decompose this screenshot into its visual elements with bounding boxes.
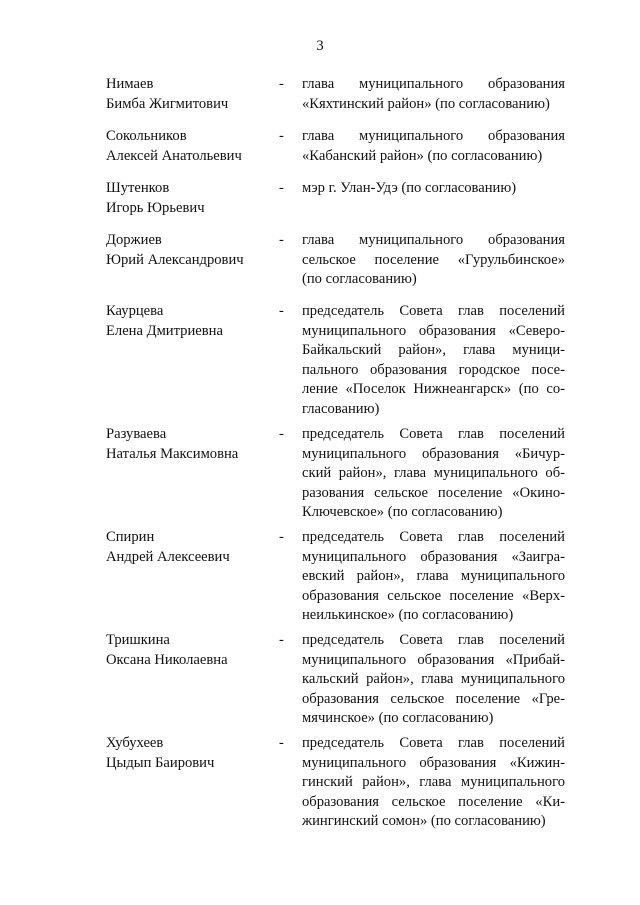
position-line: образования сельское поселение «Верх- [302, 587, 565, 604]
position-line: жингинский сомон» (по согласованию) [302, 813, 546, 830]
member-name [106, 734, 276, 773]
position-line: кальский район», глава муниципального [302, 671, 565, 688]
position-line: образования сельское поселение «Ки- [302, 793, 565, 810]
member-name [106, 127, 276, 166]
member-given-name: Наталья Максимовна [106, 445, 239, 462]
position-line: «Кабанский район» (по согласованию) [302, 147, 543, 164]
member-given-name: Елена Дмитриевна [106, 322, 223, 339]
member-surname: Нимаев [106, 76, 154, 92]
position-line: мячинское» (по согласованию) [302, 710, 494, 727]
member-name [106, 528, 276, 567]
member-entry [0, 231, 640, 290]
member-surname: Тришкина [106, 632, 170, 648]
member-position [302, 425, 565, 523]
position-line: пального образования городское посе- [302, 361, 565, 378]
member-given-name: Юрий Александрович [106, 251, 244, 268]
position-line: (по согласованию) [302, 271, 417, 288]
member-position [302, 528, 565, 626]
member-entry [0, 734, 640, 832]
position-line: гинский район», глава муниципального [302, 774, 565, 791]
position-line: гласованию) [302, 400, 380, 417]
member-name [106, 631, 276, 670]
position-line: «Кяхтинский район» (по согласованию) [302, 95, 550, 112]
separator-dash: - [279, 735, 284, 751]
position-line: председатель Совета глав поселений [302, 632, 565, 648]
separator-dash: - [279, 529, 284, 545]
position-line: муниципального образования «Заигра- [302, 548, 565, 565]
position-line: ление «Поселок Нижнеангарск» (по со- [302, 381, 565, 398]
member-name [106, 75, 276, 114]
position-line: Ключевское» (по согласованию) [302, 504, 503, 521]
member-entry [0, 631, 640, 729]
separator-dash: - [279, 303, 284, 319]
position-line: муниципального образования «Бичур- [302, 445, 565, 462]
separator-dash: - [279, 180, 284, 196]
member-surname: Сокольников [106, 128, 187, 144]
separator-dash: - [279, 76, 284, 92]
page-number: 3 [316, 38, 324, 54]
separator-dash: - [279, 128, 284, 144]
member-name [106, 302, 276, 341]
position-line: образования сельское поселение «Гре- [302, 690, 565, 707]
position-line: председатель Совета глав поселений [302, 303, 565, 319]
member-position [302, 734, 565, 832]
member-entry [0, 425, 640, 523]
position-line: разования сельское поселение «Окино- [302, 484, 565, 501]
member-position [302, 75, 565, 114]
position-line: председатель Совета глав поселений [302, 529, 565, 545]
member-entry [0, 528, 640, 626]
position-line: муниципального образования «Северо- [302, 322, 565, 339]
position-line: председатель Совета глав поселений [302, 426, 565, 442]
separator-dash: - [279, 632, 284, 648]
position-line: Байкальский район», глава муници- [302, 342, 565, 359]
member-entry [0, 179, 640, 218]
position-line: глава муниципального образования [302, 232, 565, 248]
member-entry [0, 302, 640, 420]
separator-dash: - [279, 426, 284, 442]
position-line: мэр г. Улан-Удэ (по согласованию) [302, 180, 517, 196]
member-position [302, 231, 565, 290]
position-line: муниципального образования «Прибай- [302, 651, 565, 668]
member-position [302, 631, 565, 729]
position-line: неилькинское» (по согласованию) [302, 607, 514, 624]
position-line: евский район», глава муниципального [302, 568, 565, 585]
member-name [106, 425, 276, 464]
position-line: сельское поселение «Гурульбинское» [302, 251, 565, 268]
member-given-name: Игорь Юрьевич [106, 199, 205, 216]
member-surname: Каурцева [106, 303, 164, 319]
member-position [302, 179, 565, 199]
member-position [302, 302, 565, 420]
member-given-name: Бимба Жигмитович [106, 95, 229, 112]
member-name [106, 179, 276, 218]
member-surname: Хубухеев [106, 735, 164, 751]
member-given-name: Алексей Анатольевич [106, 147, 242, 164]
member-given-name: Цыдып Баирович [106, 754, 215, 771]
member-position [302, 127, 565, 166]
position-line: муниципального образования «Кижин- [302, 754, 565, 771]
member-given-name: Андрей Алексеевич [106, 548, 230, 565]
member-surname: Спирин [106, 529, 155, 545]
member-name [106, 231, 276, 270]
position-line: глава муниципального образования [302, 128, 565, 144]
member-entry [0, 75, 640, 114]
position-line: глава муниципального образования [302, 76, 565, 92]
member-surname: Разуваева [106, 426, 167, 442]
position-line: ский район», глава муниципального об- [302, 465, 565, 482]
member-surname: Шутенков [106, 180, 170, 196]
member-given-name: Оксана Николаевна [106, 651, 228, 668]
member-entry [0, 127, 640, 166]
separator-dash: - [279, 232, 284, 248]
member-surname: Доржиев [106, 232, 162, 248]
position-line: председатель Совета глав поселений [302, 735, 565, 751]
